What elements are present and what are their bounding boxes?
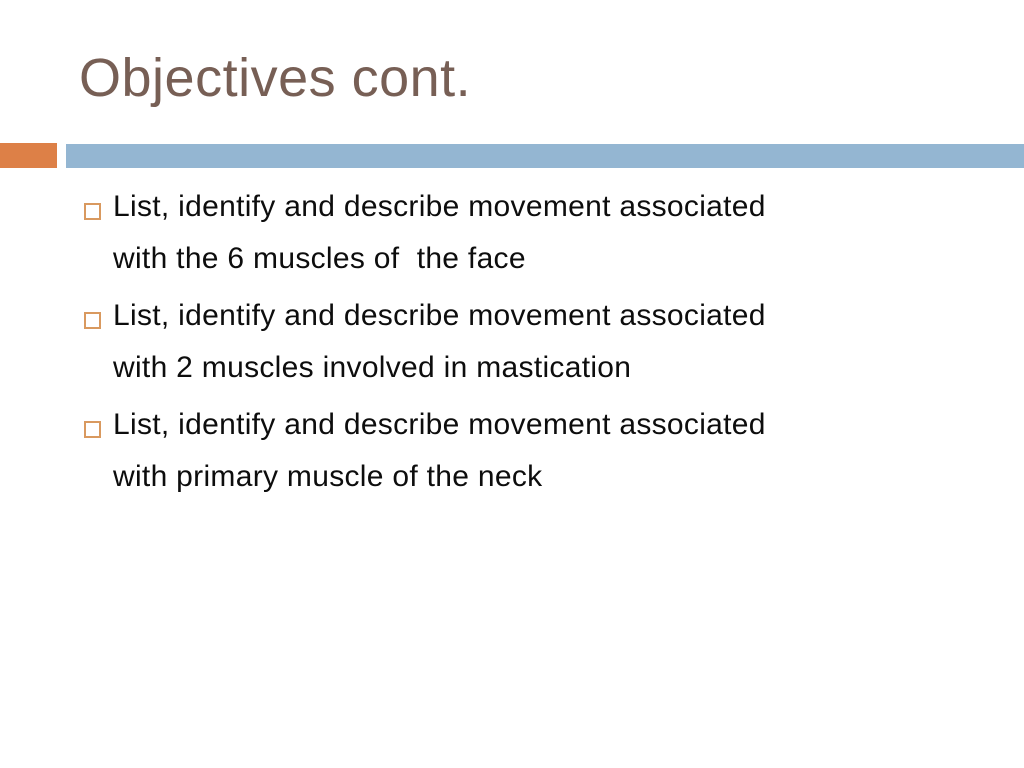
bullet-line: List, identify and describe movement associated	[113, 190, 766, 223]
list-item	[84, 290, 944, 394]
bullet-text	[113, 399, 766, 503]
bullet-text	[113, 290, 766, 394]
list-item	[84, 181, 944, 285]
objectives-bullet-list	[84, 181, 944, 508]
accent-orange-block	[0, 143, 57, 168]
square-bullet-icon	[84, 203, 101, 220]
accent-blue-bar	[66, 144, 1024, 168]
list-item	[84, 399, 944, 503]
bullet-line: with primary muscle of the neck	[113, 460, 543, 493]
bullet-line: with the 6 muscles of the face	[113, 242, 526, 275]
square-bullet-icon	[84, 421, 101, 438]
bullet-line: with 2 muscles involved in mastication	[113, 351, 632, 384]
bullet-text	[113, 181, 766, 285]
slide-title: Objectives cont.	[79, 48, 472, 108]
square-bullet-icon	[84, 312, 101, 329]
bullet-line: List, identify and describe movement associated	[113, 299, 766, 332]
bullet-line: List, identify and describe movement associated	[113, 408, 766, 441]
